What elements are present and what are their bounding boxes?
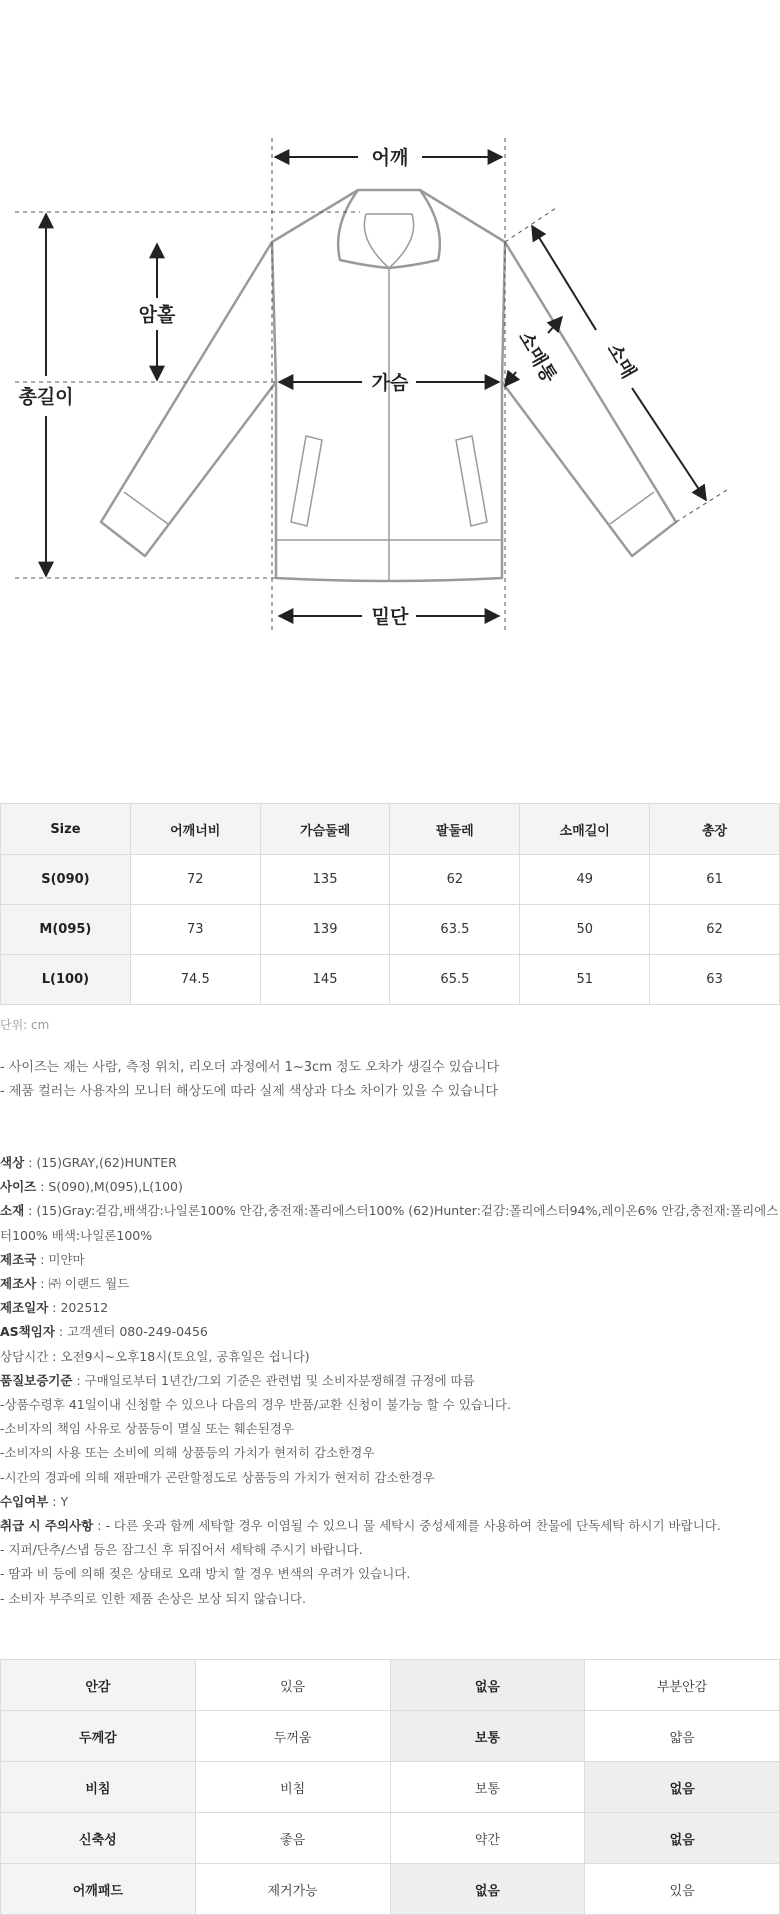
- property-option: 약간: [390, 1813, 585, 1864]
- label-chest: 가슴: [371, 372, 409, 394]
- info-as-manager: [0, 1320, 780, 1344]
- value-cell: 51: [520, 955, 650, 1005]
- property-option: 있음: [195, 1660, 390, 1711]
- info-value: : 미얀마: [36, 1251, 85, 1267]
- label-shoulder: 어깨: [371, 147, 409, 169]
- value-cell: 62: [650, 905, 780, 955]
- property-option: 있음: [585, 1864, 780, 1915]
- info-size: [0, 1175, 780, 1199]
- info-care: [0, 1514, 780, 1538]
- info-color: [0, 1151, 780, 1175]
- header-cell: 가슴둘레: [260, 804, 390, 855]
- info-date: [0, 1296, 780, 1320]
- info-value: : 고객센터 080-249-0456: [54, 1324, 208, 1340]
- property-option-selected: 없음: [585, 1813, 780, 1864]
- product-info: [0, 1151, 780, 1611]
- info-maker: [0, 1272, 780, 1296]
- info-warranty: [0, 1369, 780, 1393]
- warranty-line: -시간의 경과에 의해 재판매가 곤란할정도로 상품등의 가치가 현저히 감소한경우: [0, 1469, 435, 1485]
- info-import: [0, 1490, 780, 1514]
- value-cell: 145: [260, 955, 390, 1005]
- info-label: 수입여부: [0, 1493, 49, 1509]
- info-label: AS책임자: [0, 1324, 55, 1340]
- property-row: [1, 1660, 780, 1711]
- property-option-selected: 없음: [585, 1762, 780, 1813]
- warranty-line: -소비자의 사용 또는 소비에 의해 상품등의 가치가 현저히 감소한경우: [0, 1445, 375, 1461]
- info-label: 제조국: [0, 1251, 37, 1267]
- note-line: - 사이즈는 재는 사람, 측정 위치, 리오더 과정에서 1~3cm 정도 오차가 생길수 있습니다: [0, 1060, 500, 1075]
- size-cell: M(095): [1, 905, 131, 955]
- info-value: : ㈜ 이랜드 월드: [36, 1276, 130, 1292]
- property-option-selected: 없음: [390, 1660, 585, 1711]
- table-row: [1, 905, 780, 955]
- table-row: [1, 955, 780, 1005]
- value-cell: 72: [130, 855, 260, 905]
- value-cell: 63.5: [390, 905, 520, 955]
- warranty-line: -상품수령후 41일이내 신청할 수 있으나 다음의 경우 반품/교환 신청이 불가능 할 수 있습니다.: [0, 1397, 511, 1413]
- info-value: : (15)Gray:겉감,배색감:나일론100% 안감,충전재:폴리에스터100% (62)Hunter:겉감:폴리에스터94%,레이온6% 안감,충전재:폴리에스터100% 배색:나일론100%: [0, 1203, 779, 1243]
- measurement-diagram: [0, 0, 780, 800]
- value-cell: 135: [260, 855, 390, 905]
- label-hem: 밑단: [371, 606, 409, 628]
- header-cell: 어깨너비: [130, 804, 260, 855]
- value-cell: 73: [130, 905, 260, 955]
- value-cell: 74.5: [130, 955, 260, 1005]
- label-total-length: 총길이: [18, 386, 74, 408]
- property-name: 신축성: [1, 1813, 196, 1864]
- info-label: 제조일자: [0, 1300, 49, 1316]
- value-cell: 65.5: [390, 955, 520, 1005]
- property-option: 제거가능: [195, 1864, 390, 1915]
- value-cell: 63: [650, 955, 780, 1005]
- property-name: 안감: [1, 1660, 196, 1711]
- info-value: : - 다른 옷과 함께 세탁할 경우 이염될 수 있으니 물 세탁시 중성세제를 사용하여 찬물에 단독세탁 하시기 바랍니다.: [93, 1518, 721, 1534]
- info-value: : S(090),M(095),L(100): [36, 1179, 183, 1195]
- note-line: - 제품 컬러는 사용자의 모니터 해상도에 따라 실제 색상과 다소 차이가 있을 수 있습니다: [0, 1084, 498, 1099]
- unit-note: 단위: cm: [0, 1018, 50, 1032]
- label-sleeve-width: 소매통: [513, 327, 561, 387]
- label-armhole: 암홀: [138, 304, 176, 326]
- property-option: 부분안감: [585, 1660, 780, 1711]
- info-material: [0, 1199, 780, 1247]
- info-consult-hours: 상담시간 : 오전9시~오후18시(토요일, 공휴일은 쉽니다): [0, 1348, 310, 1364]
- warranty-line: -소비자의 책임 사유로 상품등이 멸실 또는 훼손된경우: [0, 1421, 295, 1437]
- info-label: 소재: [0, 1203, 25, 1219]
- value-cell: 61: [650, 855, 780, 905]
- info-label: 취급 시 주의사항: [0, 1518, 94, 1534]
- jacket-illustration: [0, 0, 780, 800]
- size-table-header: [1, 804, 780, 855]
- property-row: [1, 1813, 780, 1864]
- size-notes: [0, 1056, 780, 1104]
- value-cell: 62: [390, 855, 520, 905]
- value-cell: 139: [260, 905, 390, 955]
- size-table: [0, 803, 780, 1005]
- property-name: 비침: [1, 1762, 196, 1813]
- value-cell: 49: [520, 855, 650, 905]
- table-row: [1, 855, 780, 905]
- info-value: : (15)GRAY,(62)HUNTER: [24, 1155, 177, 1170]
- header-cell: 총장: [650, 804, 780, 855]
- property-table-body: [1, 1660, 780, 1915]
- care-line: - 지퍼/단추/스냅 등은 잠그신 후 뒤집어서 세탁해 주시기 바랍니다.: [0, 1542, 363, 1558]
- care-line: - 소비자 부주의로 인한 제품 손상은 보상 되지 않습니다.: [0, 1590, 306, 1606]
- size-cell: L(100): [1, 955, 131, 1005]
- header-cell: 소매길이: [520, 804, 650, 855]
- info-value: : 구매일로부터 1년간/그외 기준은 관련법 및 소비자분쟁해결 규정에 따름: [72, 1372, 475, 1388]
- property-option-selected: 보통: [390, 1711, 585, 1762]
- jacket-details: [124, 214, 654, 580]
- info-label: 사이즈: [0, 1179, 37, 1195]
- property-name: 어깨패드: [1, 1864, 196, 1915]
- info-label: 색상: [0, 1155, 25, 1170]
- info-value: : 202512: [48, 1300, 109, 1316]
- info-country: [0, 1248, 780, 1272]
- info-label: 제조사: [0, 1276, 37, 1292]
- property-row: [1, 1864, 780, 1915]
- property-option: 얇음: [585, 1711, 780, 1762]
- property-row: [1, 1711, 780, 1762]
- property-option-selected: 없음: [390, 1864, 585, 1915]
- header-cell: Size: [1, 804, 131, 855]
- property-table: [0, 1659, 780, 1915]
- info-value: : Y: [48, 1493, 69, 1509]
- property-option: 보통: [390, 1762, 585, 1813]
- property-name: 두께감: [1, 1711, 196, 1762]
- property-option: 좋음: [195, 1813, 390, 1864]
- property-option: 두꺼움: [195, 1711, 390, 1762]
- property-row: [1, 1762, 780, 1813]
- info-label: 품질보증기준: [0, 1372, 73, 1388]
- value-cell: 50: [520, 905, 650, 955]
- header-cell: 팔둘레: [390, 804, 520, 855]
- size-cell: S(090): [1, 855, 131, 905]
- care-line: - 땀과 비 등에 의해 젖은 상태로 오래 방치 할 경우 변색의 우려가 있습니다.: [0, 1566, 411, 1582]
- property-option: 비침: [195, 1762, 390, 1813]
- label-sleeve-length: 소매: [602, 339, 640, 383]
